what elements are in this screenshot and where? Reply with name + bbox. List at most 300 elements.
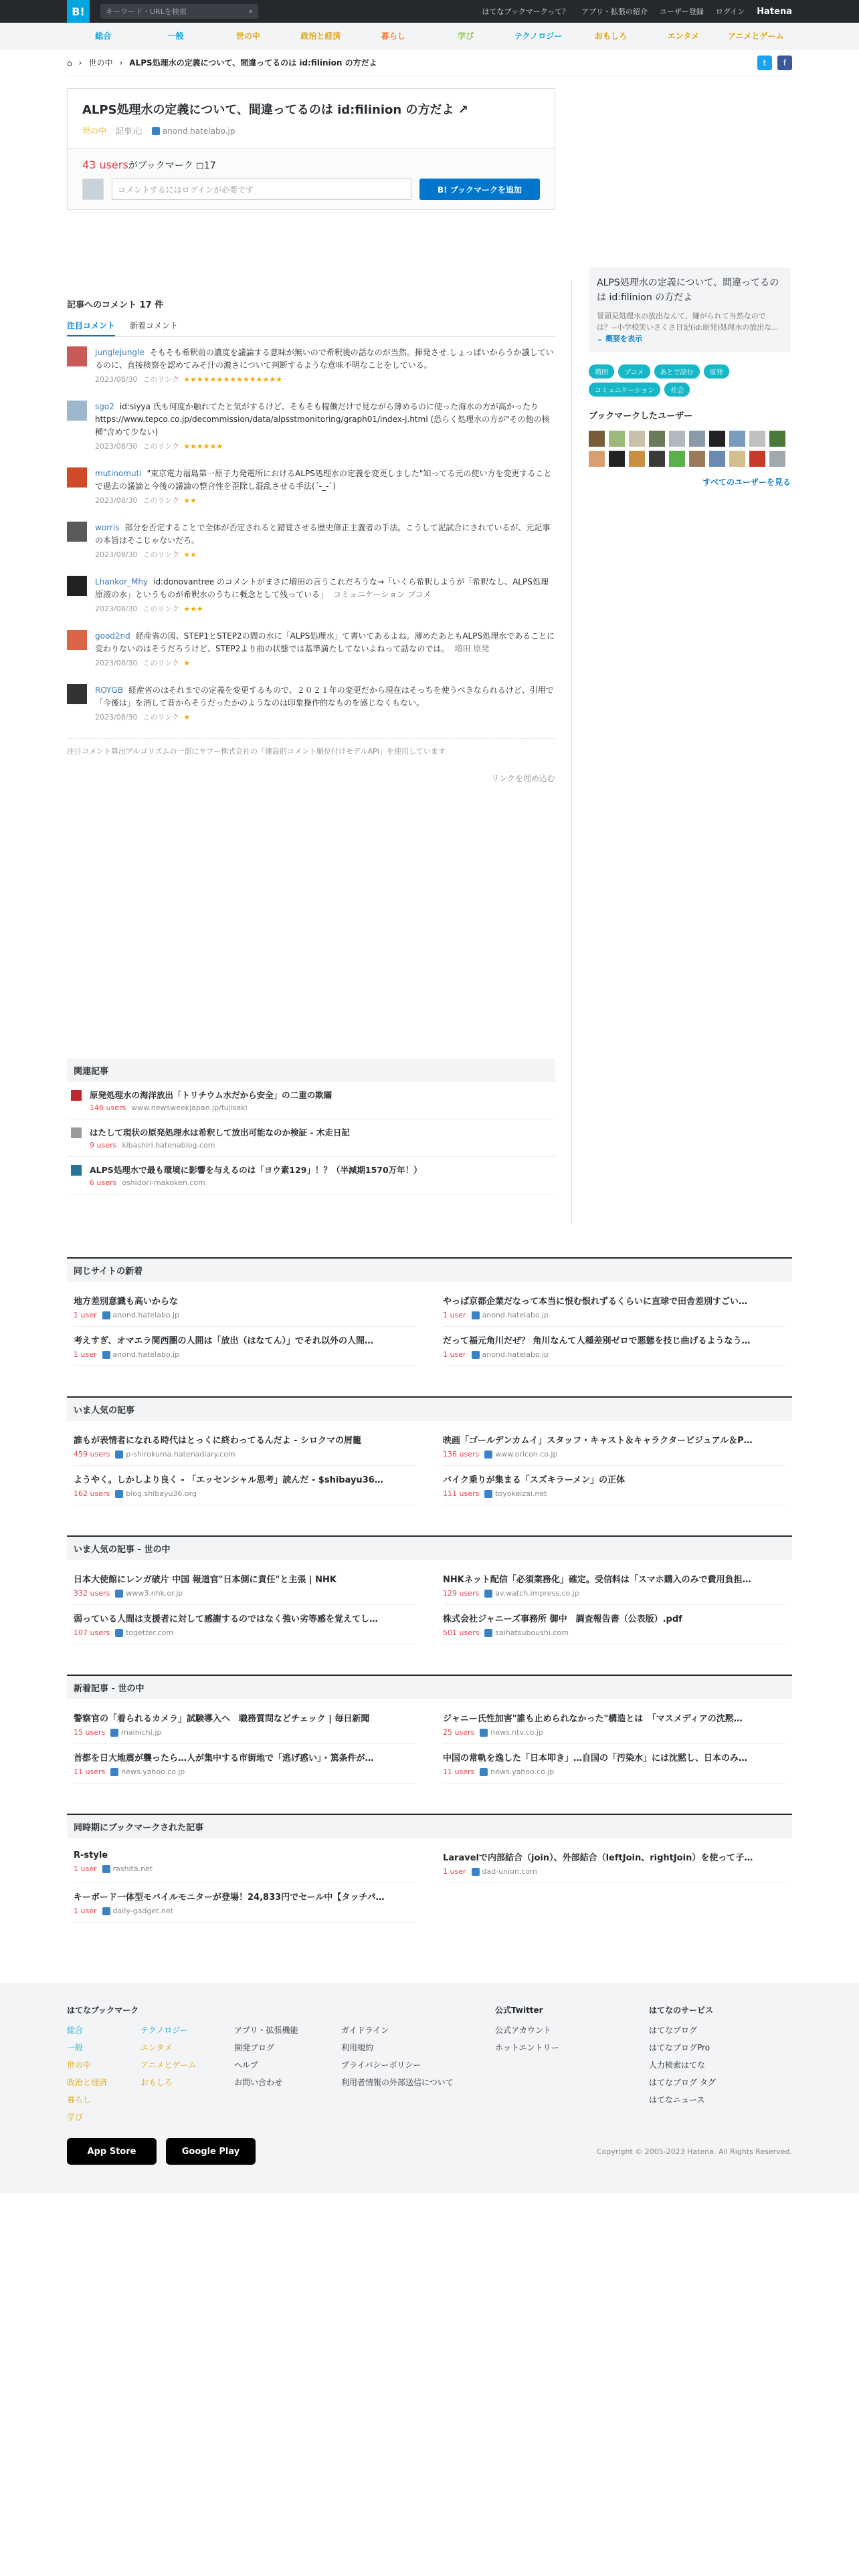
tab-new-comments[interactable]: 新着コメント [130, 321, 179, 330]
entry-category[interactable]: 世の中 [82, 126, 107, 136]
comment-user[interactable]: worris [95, 523, 120, 532]
article-site[interactable]: anond.hatelabo.jp [112, 1350, 180, 1359]
commenter-avatar[interactable] [67, 576, 87, 596]
facebook-icon[interactable]: f [777, 56, 792, 70]
bookmark-user-avatar[interactable] [769, 431, 785, 447]
tab-popular-comments[interactable]: 注目コメント [67, 320, 115, 336]
related-site[interactable]: www.newsweekjapan.jp/fujisaki [131, 1103, 248, 1112]
footer-link[interactable]: 学び [67, 2113, 84, 2122]
cat-item[interactable]: テクノロジー [514, 31, 563, 41]
article-item[interactable] [443, 1287, 785, 1327]
footer-link[interactable]: お問い合わせ [234, 2078, 283, 2087]
article-title[interactable]: 映画「ゴールデンカムイ」スタッフ・キャスト＆キャラクタービジュアル＆P… [443, 1436, 753, 1446]
tag-pill[interactable]: あとで読む [654, 364, 700, 379]
article-site[interactable]: anond.hatelabo.jp [482, 1311, 549, 1319]
section-title: 新着記事 - 世の中 [67, 1675, 792, 1699]
article-users[interactable]: 11 users [443, 1767, 475, 1776]
comment-date: 2023/08/30 [95, 605, 138, 613]
comment-item [67, 346, 555, 386]
article-users[interactable]: 136 users [443, 1450, 480, 1459]
comment-date: 2023/08/30 [95, 375, 138, 384]
bookmark-user-avatar[interactable] [649, 431, 665, 447]
about-link[interactable]: はてなブックマークって？ [482, 7, 570, 16]
share-buttons [757, 56, 792, 70]
footer-link[interactable]: アプリ・拡張機能 [234, 2026, 298, 2035]
article-item[interactable] [74, 1287, 416, 1327]
article-title[interactable]: だって福元角川だぜ？ 角川なんて人種差別ゼロで悪態を技じ曲げるようなう… [443, 1336, 751, 1346]
comment-text: id:siyya 氏も何度か触れてたと気がするけど、そもそも稼働だけで見ながら薄めるのに使った海水の方が高かったり https://www.tepco.co.jp/decommission/data/alpsstmonitoring/graph01/index-j.html (恐らく処理水の方が"その他の核種"含めて少ない) [95, 402, 550, 437]
comment-date: 2023/08/30 [95, 550, 138, 559]
comment-tags[interactable]: 増田 原発 [454, 644, 490, 653]
article-users[interactable]: 1 user [74, 1864, 97, 1873]
bookmark-users[interactable]: 43 users [82, 158, 128, 171]
hatena-brand[interactable]: Hatena [757, 6, 792, 17]
related-item[interactable] [67, 1119, 555, 1157]
entry-source[interactable]: anond.hatelabo.jp [162, 126, 235, 136]
site-favicon-icon [71, 1128, 82, 1138]
article-site[interactable]: blog.shibayu36.org [126, 1489, 197, 1498]
article-users[interactable]: 15 users [74, 1728, 106, 1737]
article-meta [74, 1311, 416, 1319]
star-rating[interactable]: ★★★★★★★★★★★★★★★ [183, 375, 283, 384]
register-link[interactable]: ユーザー登録 [659, 7, 704, 16]
cat-item[interactable]: 総合 [95, 31, 112, 41]
article-title[interactable]: 中国の常軌を逸した「日本叩き」…自国の「汚染水」には沈黙し、日本のみ… [443, 1753, 748, 1763]
comment-permalink[interactable]: このリンク [142, 605, 180, 613]
article-users[interactable]: 1 user [74, 1907, 97, 1915]
comment-text: id:donovantree のコメントがまさに増田の言うこれだろうな→「いくら希釈しようが「希釈なし、ALPS処理原液の水」というものが希釈水のうちに概念として残っている」 [95, 577, 549, 599]
bookmark-user-avatar[interactable] [589, 451, 605, 467]
comment-permalink[interactable]: このリンク [142, 713, 180, 722]
article-item[interactable] [74, 1744, 416, 1784]
entry-summary [589, 267, 791, 352]
comments-title: 記事へのコメント 17 件 [67, 300, 164, 310]
tag-pill[interactable]: 原発 [704, 364, 729, 379]
bookmark-user-avatar[interactable] [649, 451, 665, 467]
article-meta [74, 1728, 416, 1737]
cat-item[interactable]: エンタメ [667, 31, 700, 41]
article-item[interactable] [74, 1883, 416, 1923]
footer-link[interactable]: はてなニュース [649, 2095, 705, 2105]
app-store-badge[interactable]: App Store [67, 2138, 157, 2165]
section-title: 同じサイトの新着 [67, 1257, 792, 1282]
cat-item[interactable]: 一般 [167, 31, 184, 41]
same-site-section [67, 1257, 792, 1372]
embed-link[interactable]: リンクを埋め込む [491, 774, 555, 783]
article-users[interactable]: 1 user [74, 1311, 97, 1319]
hatena-bookmark-logo[interactable]: B! [67, 0, 90, 23]
commenter-avatar[interactable] [67, 401, 87, 421]
bookmark-user-avatar[interactable] [729, 451, 745, 467]
site-favicon-icon [71, 1090, 82, 1101]
article-title[interactable]: 弱っている人間は支援者に対して感謝するのではなく強い劣等感を覚えてし… [74, 1614, 379, 1624]
article-site[interactable]: dad-union.com [482, 1867, 537, 1876]
bookmark-user-avatar[interactable] [589, 431, 605, 447]
tag-list [589, 364, 791, 397]
source-label: 記事元: [116, 126, 143, 136]
sidebar [589, 267, 791, 488]
related-item[interactable] [67, 1082, 555, 1119]
comment-text: 経産省のはそれまでの定義を変更するもので、２０２１年の変更だから現在はそっちを使うべきなられるけど、引用で「今後は」を消して昔からそうだったかのようなのは印象操作的なものを感じなくもない。 [95, 685, 554, 708]
footer [0, 1983, 859, 2193]
article-title[interactable]: やっぱ京都企業だなって本当に恨む恨れずるくらいに直球で田舎差別すごい… [443, 1297, 748, 1307]
tag-pill[interactable]: 増田 [589, 364, 614, 379]
bookmark-user-avatar[interactable] [609, 431, 625, 447]
tag-pill[interactable]: ブコメ [618, 364, 650, 379]
article-users[interactable]: 501 users [443, 1628, 480, 1637]
article-site[interactable]: rashita.net [112, 1864, 153, 1873]
footer-link[interactable]: ガイドライン [341, 2026, 389, 2035]
breadcrumb-section[interactable]: 世の中 [88, 58, 113, 68]
star-rating[interactable]: ★ [183, 713, 191, 722]
article-item[interactable] [74, 1466, 416, 1505]
article-users[interactable]: 332 users [74, 1589, 110, 1598]
comment-item [67, 684, 555, 724]
algorithm-note: 注目コメント算出アルゴリズムの一部にヤフー株式会社の「建設的コメント順位付けモデルAPI」を使用しています [67, 738, 555, 756]
comment-body [95, 401, 555, 453]
bookmark-user-avatar[interactable] [729, 431, 745, 447]
footer-link[interactable]: 利用規約 [341, 2043, 374, 2052]
google-play-badge[interactable]: Google Play [166, 2138, 256, 2165]
tag-pill[interactable]: コミュニケーション [589, 383, 660, 397]
commenter-avatar[interactable] [67, 346, 87, 366]
comments-section [67, 298, 555, 784]
bookmark-user-avatar[interactable] [709, 451, 725, 467]
article-users[interactable]: 1 user [74, 1350, 97, 1359]
article-site[interactable]: p-shirokuma.hatenadiary.com [126, 1450, 235, 1459]
cat-item[interactable]: アニメとゲーム [728, 31, 784, 41]
search-placeholder: キーワード・URLを検索 [106, 7, 187, 16]
site-favicon-icon [102, 1907, 110, 1915]
footer-link[interactable]: エンタメ [140, 2043, 173, 2052]
copyright: Copyright © 2005-2023 Hatena. All Rights Reserved. [596, 2147, 792, 2156]
star-rating[interactable]: ★ [183, 659, 191, 667]
related-users[interactable]: 9 users [90, 1141, 117, 1150]
article-item[interactable] [74, 1327, 416, 1366]
comment-permalink[interactable]: このリンク [142, 550, 180, 559]
cat-item[interactable]: 世の中 [235, 31, 260, 41]
footer-link[interactable]: 一般 [67, 2043, 84, 2052]
article-meta [74, 1907, 416, 1915]
footer-link[interactable]: おもしろ [140, 2078, 173, 2087]
footer-link[interactable]: テクノロジー [140, 2026, 189, 2035]
bookmark-user-avatar[interactable] [629, 451, 645, 467]
site-favicon-icon [110, 1768, 118, 1776]
footer-twitter-title: 公式Twitter [495, 2006, 543, 2015]
comment-icon: ◻ [196, 160, 204, 171]
related-meta [90, 1103, 332, 1112]
article-meta [74, 1864, 416, 1873]
site-favicon-icon [110, 1729, 118, 1737]
comment-date: 2023/08/30 [95, 713, 138, 722]
related-title[interactable]: ALPS処理水で最も環境に影響を与えるのは「ヨウ素129」！？（半減期1570万年！） [90, 1165, 422, 1175]
comment-text: 部分を否定することで全体が否定されると錯覚させる歴史修正主義者の手法。こうして泥試合にされているが、元記事の本旨はそこじゃないだろ。 [95, 523, 551, 545]
article-site[interactable]: daily-gadget.net [112, 1907, 173, 1915]
entry-title[interactable]: ALPS処理水の定義について、間違ってるのは id:filinion の方だよ [82, 103, 454, 117]
article-users[interactable]: 111 users [443, 1489, 480, 1498]
article-users[interactable]: 1 user [443, 1350, 466, 1359]
article-site[interactable]: anond.hatelabo.jp [482, 1350, 549, 1359]
comment-item [67, 630, 555, 669]
footer-link[interactable]: 世の中 [67, 2060, 92, 2070]
footer-link[interactable]: はてなブログ [649, 2026, 698, 2035]
bookmark-user-avatar[interactable] [609, 451, 625, 467]
article-title[interactable]: 首都を日大地震が襲ったら…人が集中する市街地で「逃げ惑い」・篤条件が… [74, 1753, 374, 1763]
bookmark-user-avatar[interactable] [669, 431, 685, 447]
article-title[interactable]: NHKネット配信「必須業務化」確定。受信料は「スマホ購入のみで費用負担… [443, 1575, 751, 1585]
article-meta [74, 1767, 416, 1776]
footer-link[interactable]: 総合 [67, 2026, 84, 2035]
related-site[interactable]: oshidori-makoken.com [122, 1178, 205, 1187]
related-site[interactable]: kibashiri.hatenablog.com [122, 1141, 215, 1150]
article-item[interactable] [443, 1466, 785, 1505]
article-title[interactable]: Laravelで内部結合（join）、外部結合（leftJoin、rightJoin）を使って子… [443, 1853, 753, 1863]
bookmark-user-avatar[interactable] [709, 431, 725, 447]
article-meta [443, 1350, 785, 1359]
article-users[interactable]: 11 users [74, 1767, 106, 1776]
site-favicon-icon [102, 1311, 110, 1319]
footer-link[interactable]: 利用者情報の外部送信について [341, 2078, 454, 2087]
comment-item [67, 401, 555, 453]
article-meta [443, 1867, 785, 1876]
article-site[interactable]: mainichi.jp [121, 1728, 162, 1737]
section-title: 同時期にブックマークされた記事 [67, 1814, 792, 1838]
tag-pill[interactable]: 社会 [664, 383, 690, 397]
related-title[interactable]: はたして現状の原発処理水は希釈して放出可能なのか検証 - 木走日記 [90, 1128, 350, 1138]
related-title: 関連記事 [67, 1059, 555, 1082]
search-icon[interactable]: ⌕ [248, 7, 254, 15]
article-item[interactable] [443, 1844, 785, 1883]
site-favicon-icon [115, 1629, 123, 1637]
chevron-right-icon: › [119, 58, 123, 68]
article-title[interactable]: 日本大使館にレンガ破片 中国 報道官"日本側に責任"と主張 | NHK [74, 1575, 337, 1585]
comment-date: 2023/08/30 [95, 496, 138, 505]
comment-permalink[interactable]: このリンク [142, 442, 180, 451]
article-site[interactable]: news.yahoo.co.jp [121, 1767, 185, 1776]
article-users[interactable]: 107 users [74, 1628, 110, 1637]
article-title[interactable]: 地方差別意識も高いからな [74, 1297, 179, 1307]
login-link[interactable]: ログイン [715, 7, 745, 16]
user-avatar-grid [589, 431, 791, 467]
comment-permalink[interactable]: このリンク [142, 659, 180, 667]
article-site[interactable]: anond.hatelabo.jp [112, 1311, 180, 1319]
article-users[interactable]: 459 users [74, 1450, 110, 1459]
star-rating[interactable]: ★★ [183, 496, 197, 505]
comment-body [95, 522, 555, 561]
article-site[interactable]: www3.nhk.or.jp [126, 1589, 183, 1598]
twitter-icon[interactable]: t [757, 56, 772, 70]
comment-user[interactable]: junglejungle [95, 348, 145, 357]
star-rating[interactable]: ★★ [183, 550, 197, 559]
article-item[interactable] [74, 1426, 416, 1466]
related-users[interactable]: 146 users [90, 1103, 126, 1112]
breadcrumb [67, 49, 792, 76]
article-item[interactable] [443, 1705, 785, 1744]
comment-date: 2023/08/30 [95, 442, 138, 451]
site-favicon-icon [102, 1865, 110, 1873]
article-meta [74, 1628, 416, 1637]
bookmark-user-avatar[interactable] [689, 431, 705, 447]
footer-link[interactable]: はてなブログ タグ [649, 2078, 716, 2087]
article-users[interactable]: 162 users [74, 1489, 110, 1498]
star-rating[interactable]: ★★★★★★ [183, 442, 223, 451]
apps-link[interactable]: アプリ・拡張の紹介 [581, 7, 648, 16]
column-divider [571, 281, 572, 1224]
comment-text: 経産省の図、STEP1とSTEP2の間の水に「ALPS処理水」て書いてあるよね。薄めたあともALPS処理水であることに変わりないのはそうだろうけど、STEP2より前の状態では基準満たしてないよねって話なのでは。 [95, 631, 555, 653]
comment-body [95, 684, 555, 724]
site-favicon-icon [115, 1490, 123, 1498]
article-site[interactable]: togetter.com [126, 1628, 173, 1637]
related-item[interactable] [67, 1157, 555, 1194]
article-title[interactable]: 考えすぎ、オマエラ関西圏の人間は「放出（はなてん）」でそれ以外の人間… [74, 1336, 373, 1346]
site-favicon-icon [71, 1165, 82, 1176]
comment-user[interactable]: mutinomuti [95, 469, 142, 478]
site-favicon-icon [115, 1451, 123, 1459]
comment-input[interactable]: コメントするにはログインが必要です [112, 179, 411, 200]
footer-link[interactable]: ヘルプ [234, 2060, 259, 2070]
cat-item[interactable]: 暮らし [381, 31, 405, 41]
cat-item[interactable]: 学び [458, 31, 474, 41]
commenter-avatar[interactable] [67, 467, 87, 488]
comment-user[interactable]: sgo2 [95, 402, 114, 411]
summary-desc: 冒頭見処理水の放出なんて、嫌がられて当然なのでは？--小学校笑いさくさ日記(id:原発)処理水の放出な... [597, 312, 779, 332]
article-meta [74, 1589, 416, 1598]
top-bar [0, 0, 859, 23]
site-favicon-icon [102, 1351, 110, 1359]
comment-body [95, 467, 555, 507]
article-title[interactable]: キーボード一体型モバイルモニターが登場！24,833円でセール中【タッチパ… [74, 1893, 385, 1903]
article-title[interactable]: 警察官の「着られるカメラ」試験導入へ 職務質問などチェック | 毎日新聞 [74, 1714, 370, 1724]
home-icon[interactable]: ⌂ [67, 58, 72, 68]
comment-user[interactable]: ROYGB [95, 685, 123, 695]
comment-meta [95, 373, 555, 386]
footer-link[interactable]: アニメとゲーム [140, 2060, 197, 2070]
article-item[interactable] [443, 1426, 785, 1466]
article-item[interactable] [74, 1844, 416, 1883]
bookmark-user-avatar[interactable] [749, 451, 765, 467]
show-summary-link[interactable]: ⌄ 概要を表示 [597, 334, 643, 343]
user-avatar [82, 179, 104, 200]
external-link-icon[interactable]: ↗ [458, 103, 468, 117]
article-site[interactable]: www.oricon.co.jp [495, 1450, 558, 1459]
commenter-avatar[interactable] [67, 684, 87, 704]
article-meta [74, 1489, 416, 1498]
article-title[interactable]: 誰もが表情者になれる時代はとっくに終わってるんだよ - シロクマの屑籠 [74, 1436, 362, 1446]
article-site[interactable]: toyokeizai.net [495, 1489, 547, 1498]
footer-link[interactable]: プライバシーポリシー [341, 2060, 421, 2070]
article-title[interactable]: R-style [74, 1850, 108, 1860]
article-site[interactable]: news.ntv.co.jp [490, 1728, 543, 1737]
bookmark-user-avatar[interactable] [669, 451, 685, 467]
commenter-avatar[interactable] [67, 630, 87, 650]
bookmark-user-avatar[interactable] [689, 451, 705, 467]
commenter-avatar[interactable] [67, 522, 87, 542]
footer-link[interactable]: ホットエントリー [495, 2043, 559, 2052]
related-meta [90, 1141, 350, 1150]
comment-meta [95, 440, 555, 453]
article-meta [74, 1350, 416, 1359]
article-item[interactable] [74, 1566, 416, 1605]
cat-item[interactable]: 政治と経済 [300, 31, 341, 41]
comment-body [95, 576, 555, 615]
search-input[interactable] [100, 4, 258, 19]
related-title[interactable]: 原発処理水の海洋放出「トリチウム水だから安全」の二重の欺瞞 [90, 1090, 332, 1100]
footer-link[interactable]: 公式アカウント [495, 2026, 551, 2035]
all-users-link[interactable]: すべてのユーザーを見る [702, 477, 791, 487]
site-favicon-icon [480, 1729, 488, 1737]
comment-user[interactable]: Lhankor_Mhy [95, 577, 149, 586]
related-articles [67, 1059, 555, 1194]
comment-permalink[interactable]: このリンク [142, 496, 180, 505]
site-favicon-icon [484, 1490, 492, 1498]
comment-user[interactable]: good2nd [95, 631, 130, 641]
bookmark-user-avatar[interactable] [749, 431, 765, 447]
article-site[interactable]: saihatsuboushi.com [495, 1628, 569, 1637]
star-rating[interactable]: ★★★ [183, 605, 203, 613]
article-item[interactable] [443, 1566, 785, 1605]
article-title[interactable]: バイク乗りが集まる「スズキラーメン」の正体 [443, 1475, 626, 1485]
article-users[interactable]: 1 user [443, 1311, 466, 1319]
article-meta [443, 1589, 785, 1598]
article-item[interactable] [74, 1605, 416, 1644]
bookmark-user-avatar[interactable] [769, 451, 785, 467]
article-meta [443, 1628, 785, 1637]
article-users[interactable]: 129 users [443, 1589, 480, 1598]
section-title: いま人気の記事 - 世の中 [67, 1535, 792, 1560]
article-meta [443, 1450, 785, 1459]
article-users[interactable]: 1 user [443, 1867, 466, 1876]
article-item[interactable] [74, 1705, 416, 1744]
bookmark-user-avatar[interactable] [629, 431, 645, 447]
footer-services-title: はてなのサービス [649, 2006, 714, 2015]
comment-tags[interactable]: コミュニケーション ブコメ [333, 590, 432, 599]
footer-link[interactable]: 政治と経済 [67, 2078, 108, 2087]
article-item[interactable] [443, 1327, 785, 1366]
site-favicon-icon [472, 1868, 480, 1876]
popular-section [67, 1396, 792, 1511]
cat-item[interactable]: おもしろ [595, 31, 628, 41]
article-title[interactable]: ジャニー氏性加害"誰も止められなかった"構造とは 「マスメディアの沈黙… [443, 1714, 743, 1724]
related-users[interactable]: 6 users [90, 1178, 117, 1187]
article-item[interactable] [443, 1744, 785, 1784]
comment-meta [95, 494, 555, 507]
article-item[interactable] [443, 1605, 785, 1644]
article-site[interactable]: av.watch.impress.co.jp [495, 1589, 579, 1598]
article-meta [74, 1450, 416, 1459]
comment-body [95, 346, 555, 386]
comment-item [67, 522, 555, 561]
article-title[interactable]: ようやく。しかしより良く - 「エッセンシャル思考」読んだ - $shibayu36… [74, 1475, 383, 1485]
site-favicon-icon [472, 1311, 480, 1319]
article-title[interactable]: 株式会社ジャニーズ事務所 御中 調査報告書（公表版）.pdf [443, 1614, 682, 1624]
add-bookmark-button[interactable]: B! ブックマークを追加 [419, 179, 540, 200]
comment-list [67, 346, 555, 724]
popular-world-section [67, 1535, 792, 1650]
comment-body [95, 630, 555, 669]
article-meta [443, 1728, 785, 1737]
summary-title: ALPS処理水の定義について、間違ってるのは id:filinion の方だよ [597, 278, 779, 303]
footer-link[interactable]: 開発ブログ [234, 2043, 275, 2052]
section-title: いま人気の記事 [67, 1396, 792, 1421]
article-site[interactable]: news.yahoo.co.jp [490, 1767, 555, 1776]
comment-meta [95, 657, 555, 669]
article-users[interactable]: 25 users [443, 1728, 475, 1737]
footer-link[interactable]: はてなブログPro [649, 2043, 710, 2052]
footer-link[interactable]: 人力検索はてな [649, 2060, 706, 2070]
comment-permalink[interactable]: このリンク [142, 375, 180, 384]
footer-link[interactable]: 暮らし [67, 2095, 92, 2105]
site-favicon-icon [484, 1629, 492, 1637]
